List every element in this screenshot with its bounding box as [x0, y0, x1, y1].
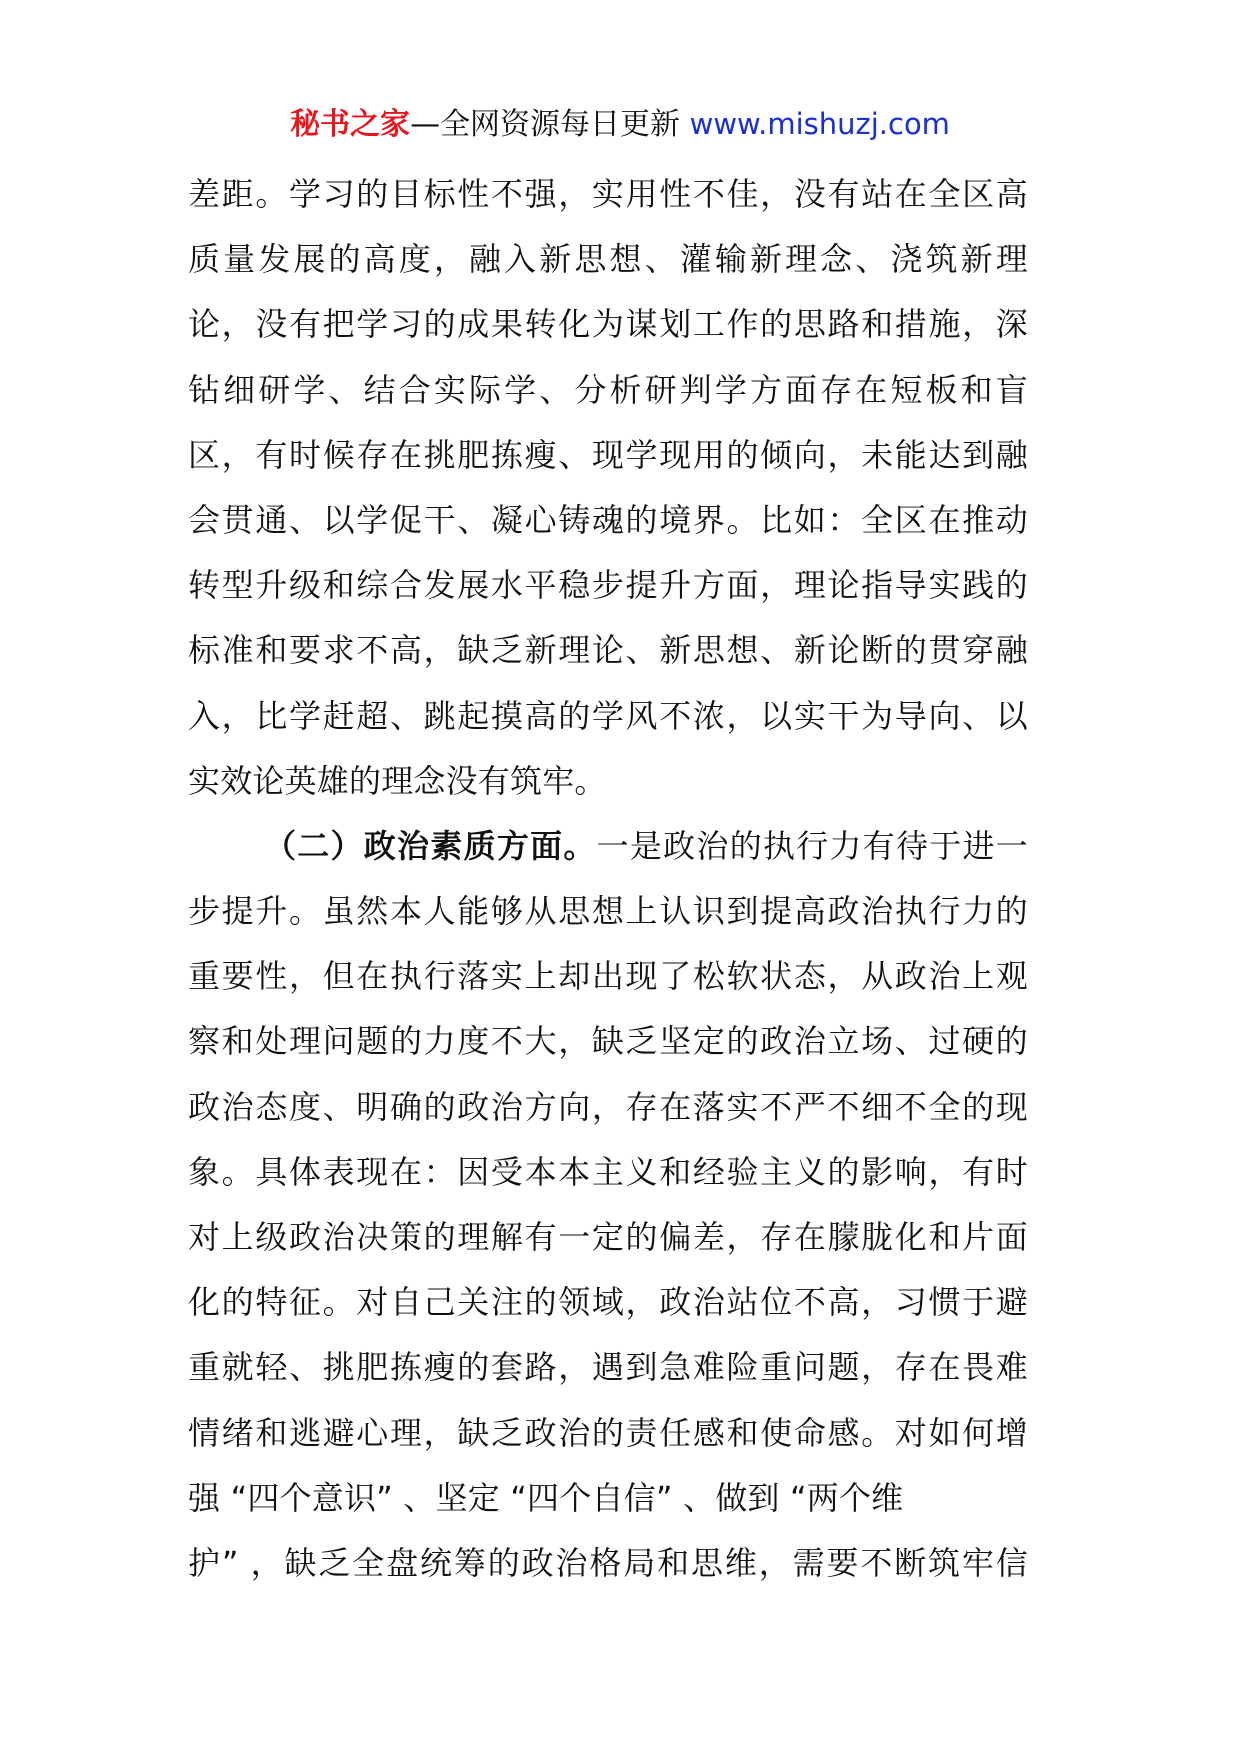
body-line: 钻细研学、结合实际学、分析研判学方面存在短板和盲: [188, 370, 1028, 409]
body-line: 会贯通、以学促干、凝心铸魂的境界。比如：全区在推动: [188, 500, 1028, 539]
section-first-line-text: 一是政治的执行力有待于进一: [596, 826, 1028, 865]
body-line: 标准和要求不高，缺乏新理论、新思想、新论断的贯穿融: [188, 631, 1028, 670]
body-line: 情绪和逃避心理，缺乏政治的责任感和使命感。对如何增: [188, 1413, 1028, 1452]
document-body: [188, 162, 1028, 1596]
body-line: 化的特征。对自己关注的领域，政治站位不高，习惯于避: [188, 1283, 1028, 1322]
brand-name: 秘书之家: [290, 107, 411, 142]
body-line: 重就轻、挑肥拣瘦的套路，遇到急难险重问题，存在畏难: [188, 1348, 1028, 1387]
body-line: 强 “四个意识” 、坚定 “四个自信” 、做到 “两个维: [188, 1478, 904, 1517]
site-url-link[interactable]: www.mishuzj.com: [689, 107, 950, 141]
body-line: 政治态度、明确的政治方向，存在落实不严不细不全的现: [188, 1087, 1028, 1126]
body-line: 实效论英雄的理念没有筑牢。: [188, 761, 607, 800]
body-line: 差距。学习的目标性不强，实用性不佳，没有站在全区高: [188, 175, 1028, 213]
body-line: 入，比学赶超、跳起摸高的学风不浓，以实干为导向、以: [188, 696, 1028, 735]
body-line: 对上级政治决策的理解有一定的偏差，存在朦胧化和片面: [188, 1218, 1028, 1256]
body-line: 步提升。虽然本人能够从思想上认识到提高政治执行力的: [188, 892, 1028, 931]
section-heading: （二）政治素质方面。: [264, 826, 597, 865]
body-line: 转型升级和综合发展水平稳步提升方面，理论指导实践的: [188, 566, 1028, 605]
body-line: 论，没有把学习的成果转化为谋划工作的思路和措施，深: [188, 305, 1028, 344]
body-line: 质量发展的高度，融入新思想、灌输新理念、浇筑新理: [188, 240, 1028, 279]
section-first-line: [188, 814, 1028, 879]
body-line: 象。具体表现在：因受本本主义和经验主义的影响，有时: [188, 1152, 1028, 1191]
body-line: 察和处理问题的力度不大，缺乏坚定的政治立场、过硬的: [188, 1022, 1028, 1061]
body-line: 重要性，但在执行落实上却出现了松软状态，从政治上观: [188, 957, 1028, 996]
body-line: 护” ，缺乏全盘统筹的政治格局和思维，需要不断筑牢信: [188, 1543, 1028, 1582]
body-line: 区，有时候存在挑肥拣瘦、现学现用的倾向，未能达到融: [188, 435, 1028, 474]
header-tagline: —全网资源每日更新: [410, 107, 681, 142]
page-header: [0, 102, 1240, 147]
